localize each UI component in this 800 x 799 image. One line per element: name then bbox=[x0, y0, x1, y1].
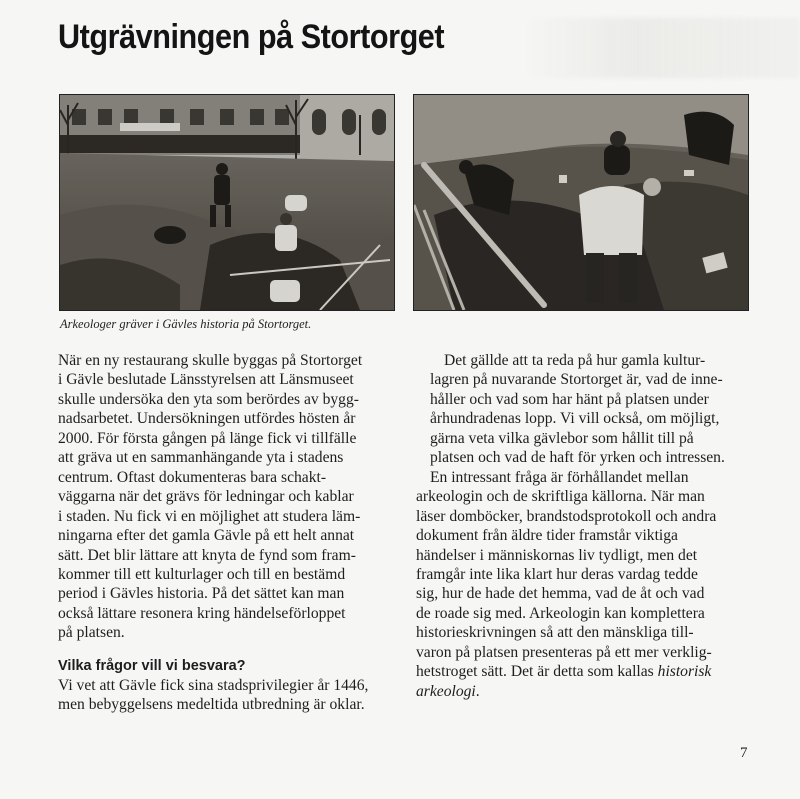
text-line: historieskrivningen så att den mänskliga till- bbox=[416, 624, 694, 642]
text-line: århundradenas lopp. Vi vill också, om möjligt, bbox=[430, 410, 720, 428]
text-column-left bbox=[58, 351, 398, 715]
text-column-right bbox=[416, 351, 756, 701]
text-line: håller och vad som har hänt på platsen under bbox=[430, 390, 709, 408]
subheading: Vilka frågor vill vi besvara? bbox=[58, 657, 246, 674]
text-line: sig, hur de hade det hemma, vad de åt och vad bbox=[416, 585, 705, 603]
text-line: men bebyggelsens medeltida utbredning är oklar. bbox=[58, 696, 365, 714]
text-line: När en ny restaurang skulle byggas på Stortorget bbox=[58, 352, 363, 369]
text-line bbox=[416, 662, 756, 681]
text-line: period i Gävles historia. På det sättet kan man bbox=[58, 585, 345, 603]
text-line: framgår inte lika klart hur deras vardag tedde bbox=[416, 565, 698, 583]
text-line: läser domböcker, brandstodsprotokoll och andra bbox=[416, 507, 717, 525]
text-line: 2000. För första gången på länge fick vi tillfälle bbox=[58, 429, 357, 447]
text-line: händelser i människornas liv tydligt, men det bbox=[416, 546, 698, 564]
period: . bbox=[475, 682, 480, 700]
page-number: 7 bbox=[740, 745, 748, 761]
text-line: gärna veta vilka gävlebor som hållit till på bbox=[430, 429, 694, 447]
text-line: En intressant fråga är förhållandet mellan bbox=[430, 468, 689, 486]
text-line: Det gällde att ta reda på hur gamla kultur- bbox=[444, 352, 706, 369]
text-line: lagren på nuvarande Stortorget är, vad de inne- bbox=[430, 371, 723, 389]
text-line: kommer till ett kulturlager och till en bestämd bbox=[58, 565, 346, 583]
text-line: också lättare resonera kring händelseförloppet bbox=[58, 604, 346, 622]
text-line: i staden. Nu fick vi en möjlighet att studera läm- bbox=[58, 507, 361, 525]
emphasis-term: historisk bbox=[657, 663, 712, 681]
excavation-photo-square bbox=[60, 95, 394, 310]
text-line: Vi vet att Gävle fick sina stadsprivilegier år 1446, bbox=[58, 676, 369, 694]
text-line: centrum. Oftast dokumenteras bara schakt- bbox=[58, 468, 327, 486]
excavation-photo-trench bbox=[414, 95, 748, 310]
text-line bbox=[416, 682, 756, 701]
text-line: arkeologin och de skriftliga källorna. När man bbox=[416, 488, 705, 506]
text-line: platsen och vad de haft för yrken och intressen. bbox=[430, 449, 725, 467]
text-line: nadsarbetet. Undersökningen utfördes hösten år bbox=[58, 410, 356, 428]
paragraph-intro bbox=[58, 351, 398, 643]
text-line: sätt. Det blir lättare att knyta de fynd som fram- bbox=[58, 546, 356, 564]
text-line: de roade sig med. Arkeologin kan komplettera bbox=[416, 604, 705, 622]
text-fragment: hetstroget sätt. Det är detta som kallas bbox=[416, 663, 658, 681]
text-line: väggarna när det grävs för ledningar och kablar bbox=[58, 488, 354, 506]
paragraph-culture-layers bbox=[416, 351, 756, 468]
text-line: skulle undersöka den yta som berördes av bygg- bbox=[58, 390, 359, 408]
emphasis-term: arkeologi bbox=[416, 682, 476, 700]
text-line: i Gävle beslutade Länsstyrelsen att Länsmuseet bbox=[58, 371, 354, 389]
text-line: ningarna efter det gamla Gävle på ett helt annat bbox=[58, 527, 355, 545]
text-line: att gräva ut en sammanhängande yta i stadens bbox=[58, 449, 344, 467]
text-line: på platsen. bbox=[58, 624, 125, 642]
paragraph-written-sources bbox=[416, 468, 756, 701]
text-line: varon på platsen presenteras på ett mer verklig- bbox=[416, 643, 712, 661]
paragraph-privileges bbox=[58, 676, 398, 715]
page-title: Utgrävningen på Stortorget bbox=[58, 18, 445, 56]
bleed-through-shadow bbox=[520, 18, 800, 78]
photo-caption: Arkeologer gräver i Gävles historia på Stortorget. bbox=[60, 317, 312, 331]
text-line: dokument från äldre tider framstår viktiga bbox=[416, 527, 678, 545]
